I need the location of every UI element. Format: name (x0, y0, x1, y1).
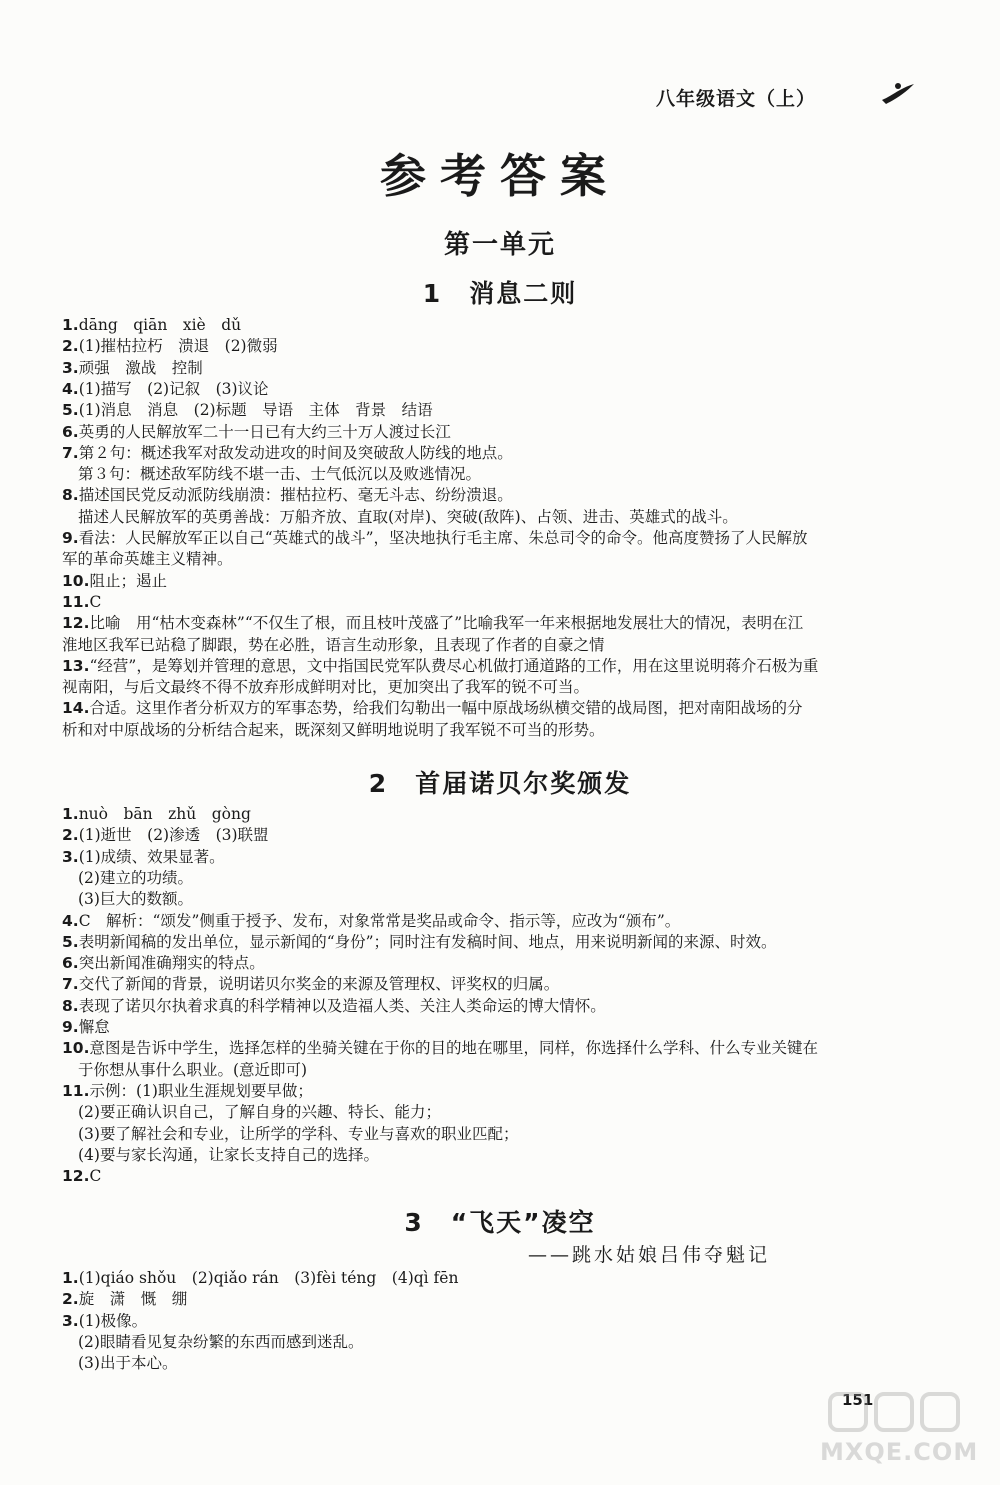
answer-line (62, 527, 808, 549)
answer-line (78, 1123, 518, 1145)
header-badge-text: 八年级语文（上） (656, 88, 817, 110)
answer-line (62, 719, 605, 741)
section-title-2: 2 首届诺贝尔奖颁发 (368, 769, 632, 798)
answer-text: 比喻 用“枯木变森林”“不仅生了根，而且枝叶茂盛了”比喻我军一年来根据地发展壮大的情况，表明在江 (89, 614, 804, 633)
answer-line (78, 1144, 379, 1166)
answer-text: (1)极像。 (78, 1311, 148, 1330)
answer-text: 表明新闻稿的发出单位，显示新闻的“身份”；同时注有发稿时间、地点，用来说明新闻的来源、时效。 (78, 932, 777, 951)
answer-line (62, 421, 451, 443)
answer-line (62, 442, 513, 464)
answer-line (62, 803, 251, 825)
answer-text: 描述人民解放军的英勇善战：万船齐放、直取(对岸)、突破(敌阵)、占领、进击、英雄式的战斗。 (78, 507, 738, 526)
answer-number: 10. (62, 1039, 90, 1058)
answer-text: 表现了诺贝尔执着求真的科学精神以及造福人类、关注人类命运的博大情怀。 (78, 996, 606, 1015)
answer-line (62, 378, 269, 400)
answer-text: 合适。这里作者分析双方的军事态势，给我们勾勒出一幅中原战场纵横交错的战局图，把对南阳战场的分 (89, 699, 803, 718)
answer-text: 看法：人民解放军正以自己“英雄式的战斗”，坚决地执行毛主席、朱总司令的命令。他高度赞扬了人民解放 (78, 529, 808, 547)
book-header-badge (656, 84, 816, 111)
answer-number: 2. (62, 337, 79, 356)
answer-line (78, 1101, 441, 1123)
answer-number: 6. (62, 954, 79, 973)
answer-line (62, 910, 680, 932)
answer-number: 10. (62, 571, 90, 590)
section-title-3: 3 “飞天”凌空 (404, 1208, 596, 1237)
answer-number: 13. (62, 656, 90, 675)
answer-text: 突出新闻准确翔实的特点。 (78, 954, 265, 973)
section-title-1: 1 消息二则 (422, 279, 578, 308)
answer-number: 9. (62, 1018, 79, 1036)
answer-number: 12. (62, 614, 90, 633)
answer-text: (2)建立的功绩。 (78, 868, 193, 887)
watermark-icon (790, 1388, 995, 1438)
answer-number: 5. (62, 932, 79, 951)
page-number: 151 (842, 1391, 874, 1409)
answer-number: 1. (62, 805, 79, 823)
answer-line (62, 1165, 101, 1187)
answer-number: 11. (62, 1081, 90, 1100)
answer-line (62, 484, 513, 506)
answer-number: 3. (62, 847, 79, 866)
answer-line (78, 1059, 307, 1081)
answer-text: 顽强 激战 控制 (78, 358, 203, 377)
answer-number: 2. (62, 826, 79, 845)
answer-number: 8. (62, 486, 79, 505)
answer-text: (4)要与家长沟通，让家长支持自己的选择。 (78, 1145, 379, 1164)
answer-line (62, 357, 203, 379)
answer-text: 淮地区我军已站稳了脚跟，势在必胜，语言生动形象，且表现了作者的自豪之情 (62, 635, 605, 654)
answer-line (62, 1267, 458, 1289)
answer-text: 视南阳，与后文最终不得不放弃形成鲜明对比，更加突出了我军的锐不可当。 (62, 678, 590, 697)
answer-number: 1. (62, 316, 79, 334)
swoosh-decoration-icon (878, 78, 918, 108)
answer-line (62, 995, 606, 1017)
answer-number: 11. (62, 592, 90, 611)
answer-line (78, 888, 193, 910)
answer-line (78, 1331, 363, 1353)
answer-number: 12. (62, 1167, 90, 1186)
answer-number: 3. (62, 358, 79, 377)
answer-number: 3. (62, 1311, 79, 1330)
answer-number: 6. (62, 422, 79, 441)
answer-line (62, 1037, 818, 1059)
answer-number: 7. (62, 443, 79, 462)
answer-number: 7. (62, 975, 79, 994)
answer-number: 4. (62, 911, 79, 930)
answer-line (78, 506, 738, 528)
answer-text: C (89, 592, 102, 611)
answer-text: 军的革命英雄主义精神。 (62, 550, 233, 569)
answer-line (62, 591, 101, 613)
answer-text: (3)要了解社会和专业，让所学的学科、专业与喜欢的职业匹配； (78, 1124, 519, 1143)
answer-text: (1)逝世 (2)渗透 (3)联盟 (78, 826, 269, 845)
answer-text: 意图是告诉中学生，选择怎样的坐骑关键在于你的目的地在哪里，同样，你选择什么学科、什么专业关键在 (89, 1039, 818, 1058)
watermark-text: MXQE.COM (820, 1438, 979, 1466)
answer-number: 9. (62, 529, 79, 547)
answer-line (62, 676, 589, 698)
answer-text: 描述国民党反动派防线崩溃：摧枯拉朽、毫无斗志、纷纷溃退。 (78, 486, 513, 505)
answer-text: (1)消息 消息 (2)标题 导语 主体 背景 结语 (78, 401, 433, 420)
answer-text: (1)成绩、效果显著。 (78, 847, 225, 866)
answer-text: 旋 潇 慨 绷 (78, 1290, 188, 1309)
answer-line (62, 824, 269, 846)
answer-line (62, 634, 605, 656)
answer-number: 14. (62, 699, 90, 718)
answer-line (62, 548, 233, 570)
answer-line (62, 1080, 313, 1102)
answer-number: 5. (62, 401, 79, 420)
answer-text: nuò bān zhǔ gòng (78, 805, 251, 823)
answer-line (62, 1016, 110, 1038)
unit-title: 第一单元 (443, 230, 556, 260)
answer-text: 第２句：概述我军对敌发动进攻的时间及突破敌人防线的地点。 (78, 443, 513, 462)
answer-text: 于你想从事什么职业。(意近即可) (78, 1060, 308, 1079)
answer-text: 析和对中原战场的分析结合起来，既深刻又鲜明地说明了我军锐不可当的形势。 (62, 720, 605, 739)
answer-line (62, 314, 241, 336)
answer-text: (1)描写 (2)记叙 (3)议论 (78, 379, 269, 398)
answer-line (62, 697, 802, 719)
answer-text: 懈怠 (78, 1018, 110, 1036)
answer-line (62, 612, 803, 634)
answer-line (62, 335, 278, 357)
answer-line (78, 1352, 177, 1374)
answer-text: 英勇的人民解放军二十一日已有大约三十万人渡过长江 (78, 422, 451, 441)
answer-line (62, 931, 777, 953)
answer-line (62, 846, 225, 868)
answer-text: C 解析：“颂发”侧重于授予、发布，对象常常是奖品或命令、指示等，应改为“颁布”。 (78, 911, 681, 930)
answer-line (62, 952, 265, 974)
answer-text: (1)qiáo shǒu (2)qiǎo rán (3)fèi téng (4)qì fēn (78, 1269, 459, 1287)
answer-line (78, 463, 481, 485)
answer-line (62, 1310, 147, 1332)
answer-text: dāng qiān xiè dǔ (78, 316, 242, 334)
answer-text: 交代了新闻的背景，说明诺贝尔奖金的来源及管理权、评奖权的归属。 (78, 975, 560, 994)
answer-line (62, 399, 433, 421)
answer-line (78, 867, 193, 889)
answer-line (62, 973, 559, 995)
answer-text: (2)要正确认识自己，了解自身的兴趣、特长、能力； (78, 1103, 441, 1122)
answer-text: (1)摧枯拉朽 溃退 (2)微弱 (78, 337, 278, 356)
answer-text: C (89, 1167, 102, 1186)
section-subtitle-3: ——跳水姑娘吕伟夺魁记 (528, 1244, 771, 1266)
answer-number: 4. (62, 379, 79, 398)
answer-text: (3)巨大的数额。 (78, 890, 193, 909)
answer-number: 8. (62, 996, 79, 1015)
answer-text: 示例：(1)职业生涯规划要早做； (89, 1081, 313, 1100)
answer-line (62, 1288, 187, 1310)
answer-text: (2)眼睛看见复杂纷繁的东西而感到迷乱。 (78, 1332, 364, 1351)
answer-line (62, 655, 818, 677)
answer-number: 1. (62, 1269, 79, 1287)
answer-text: 阻止；遏止 (89, 571, 167, 590)
watermark-logo (790, 1388, 995, 1478)
answer-text: (3)出于本心。 (78, 1354, 178, 1373)
answer-number: 2. (62, 1290, 79, 1309)
answer-text: 第３句：概述敌军防线不堪一击、士气低沉以及败逃情况。 (78, 465, 482, 484)
answer-text: “经营”，是筹划并管理的意思，文中指国民党军队费尽心机做打通道路的工作，用在这里说明蒋介石极为重 (89, 656, 819, 675)
page-title: 参考答案 (380, 149, 620, 203)
answer-line (62, 570, 167, 592)
